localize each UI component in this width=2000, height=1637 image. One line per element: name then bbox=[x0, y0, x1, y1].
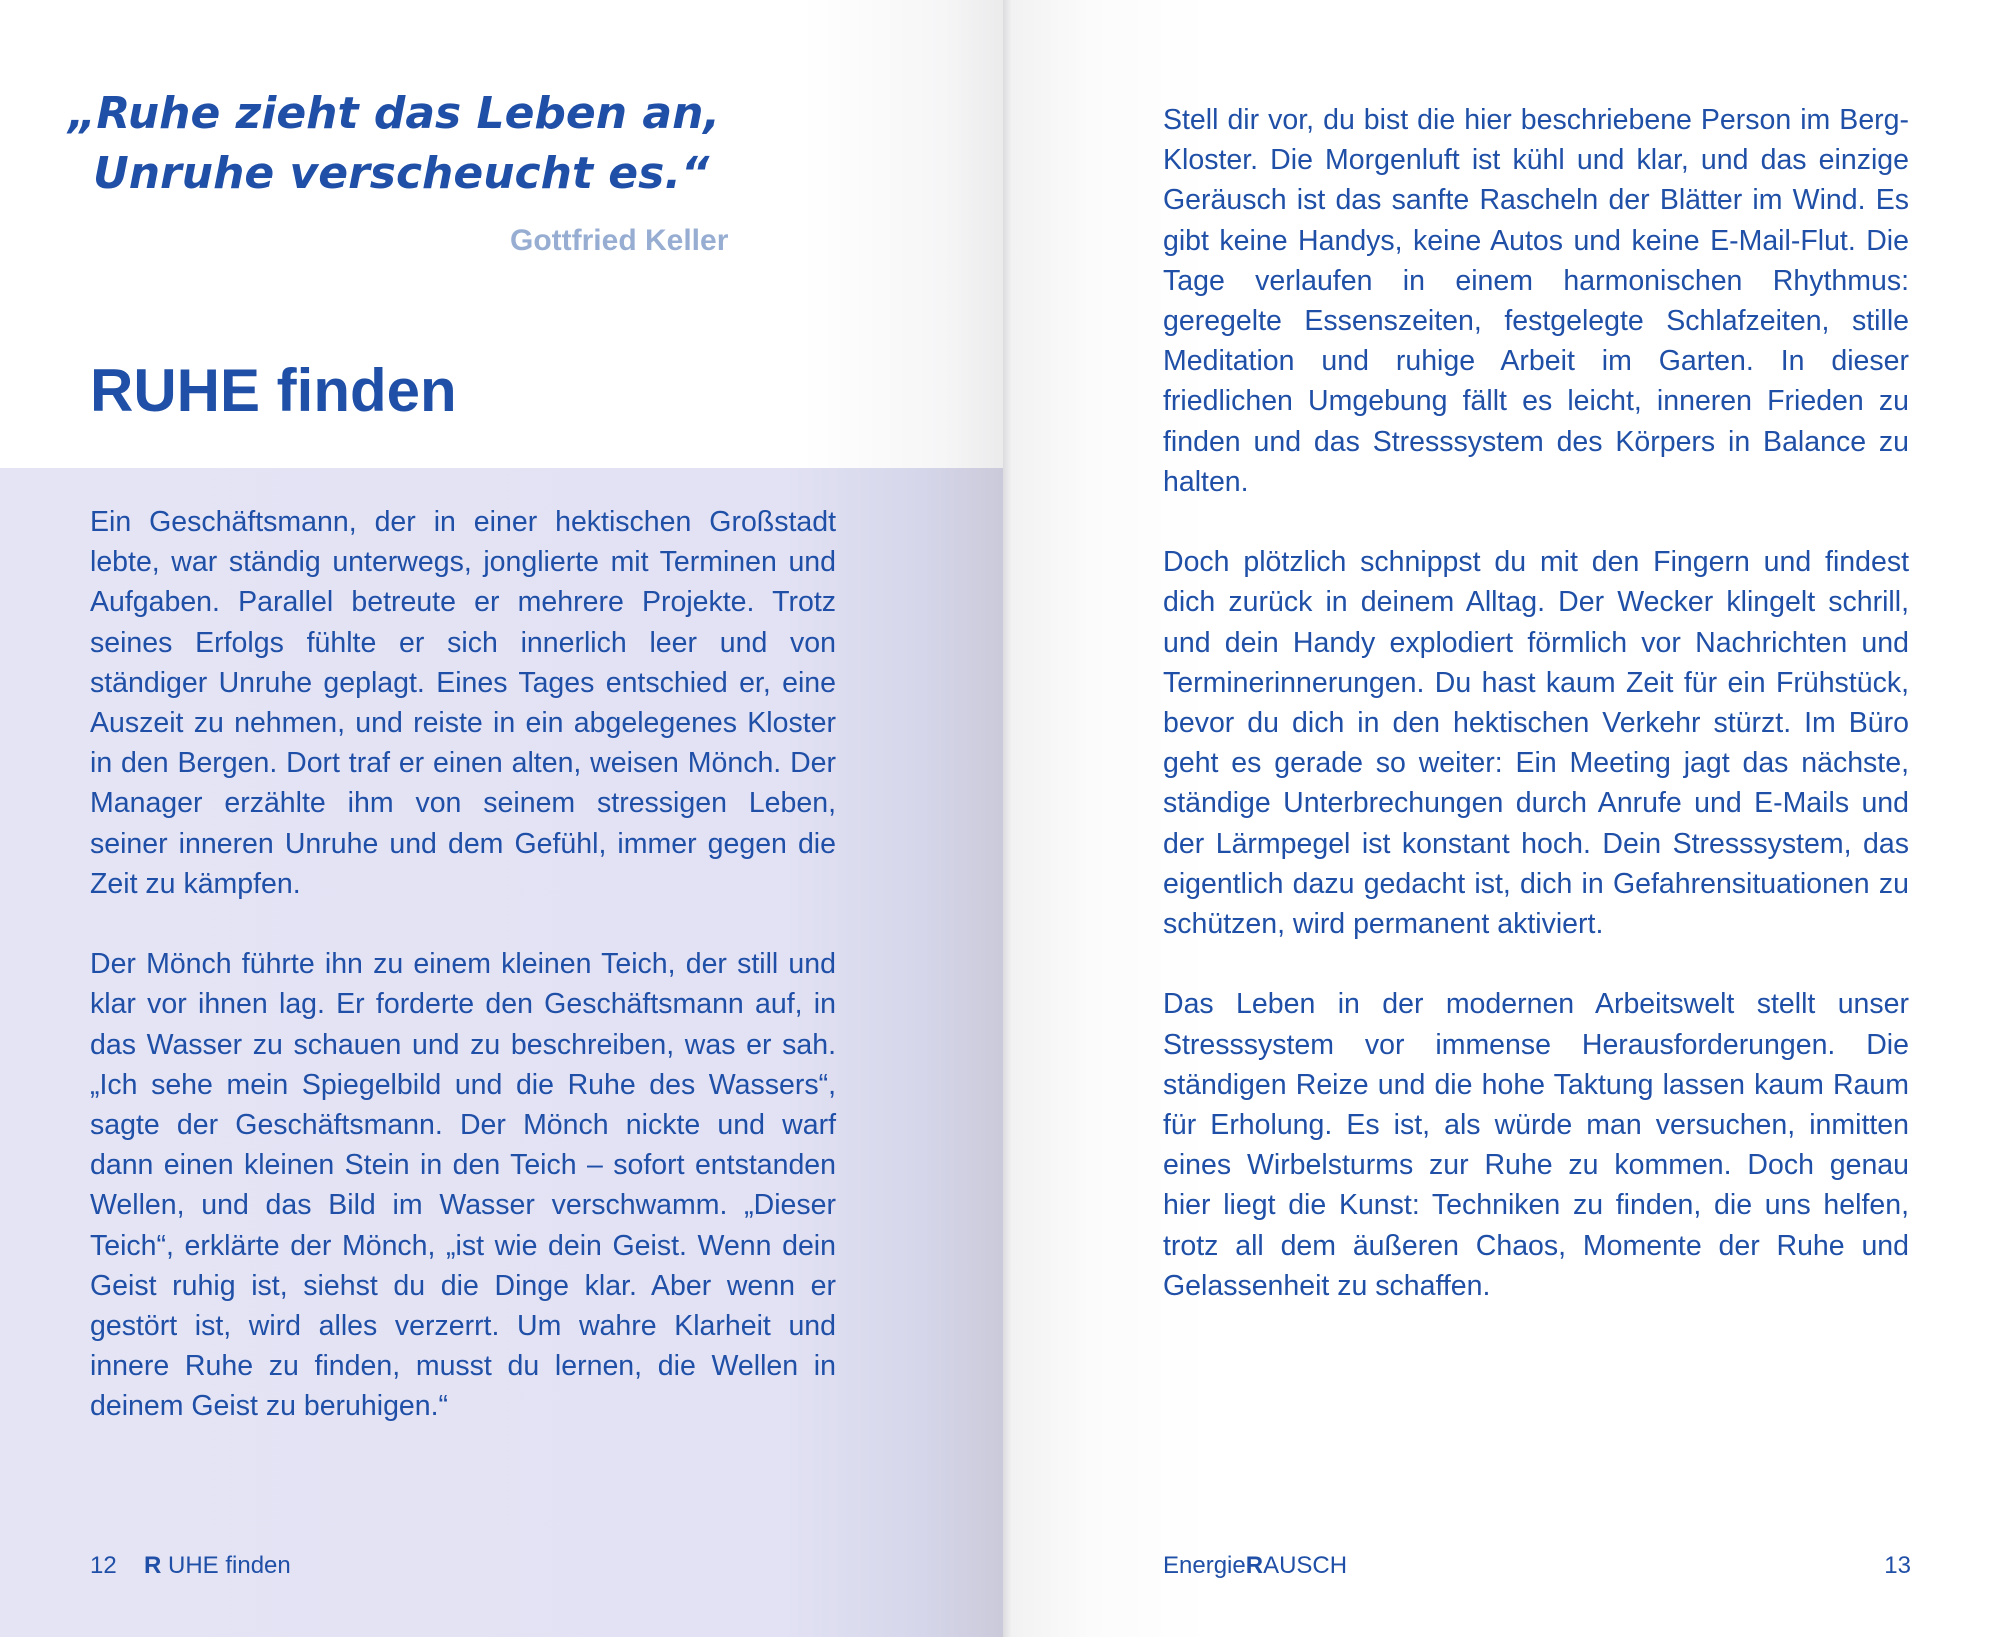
chapter-title: RUHE finden bbox=[90, 357, 457, 424]
body-paragraph-2: Doch plötzlich schnippst du mit den Fingern und findest dich zurück in deinem Alltag. Der Wecker klingelt schrill, und dein Handy explodiert förmlich vor Nachrichten und Terminerinnerungen. Du hast kaum Zeit für ein Frühstück, bevor du dich in den hektischen Verkehr stürzt. Im Büro geht es gerade so weiter: Ein Meeting jagt das nächste, ständige Unterbrechungen durch Anrufe und E-Mails und der Lärmpegel ist konstant hoch. Dein Stresssystem, das eigentlich dazu gedacht ist, dich in Gefahrensituationen zu schützen, wird permanent aktiviert. bbox=[1163, 546, 1909, 941]
book-title-rest: AUSCH bbox=[1263, 1552, 1348, 1579]
right-page-number: 13 bbox=[1884, 1552, 1911, 1579]
body-paragraph-3: Das Leben in der modernen Arbeitswelt stellt unser Stresssystem vor immense Herausforderungen. Die ständigen Reize und die hohe Taktung lassen kaum Raum für Erholung. Es ist, als würde man versuchen, inmitten eines Wirbelsturms zur Ruhe zu kommen. Doch genau hier liegt die Kunst: Techniken zu finden, die uns helfen, trotz all dem äußeren Chaos, Momente der Ruhe und Gelassenheit zu schaffen. bbox=[1163, 988, 1909, 1302]
book-gutter bbox=[1003, 0, 1011, 1637]
story-text bbox=[90, 502, 836, 1427]
story-paragraph-1: Ein Geschäftsmann, der in einer hektischen Großstadt lebte, war ständig unterwegs, jonglierte mit Terminen und Aufgaben. Parallel betreute er mehrere Projekte. Trotz seines Erfolgs fühlte er sich innerlich leer und von ständiger Unruhe geplagt. Eines Tages entschied er, eine Auszeit zu nehmen, und reiste in ein abgelegenes Kloster in den Bergen. Dort traf er einen alten, weisen Mönch. Der Manager erzählte ihm von seinem stressigen Leben, seiner inneren Unruhe und dem Gefühl, immer gegen die Zeit zu kämpfen. bbox=[90, 506, 836, 900]
running-head-text: UHE finden bbox=[168, 1552, 291, 1579]
book-title-initial: R bbox=[1245, 1552, 1264, 1579]
epigraph-line-2: Unruhe verscheucht es.“ bbox=[93, 148, 710, 199]
left-page-number: 12 bbox=[90, 1552, 117, 1579]
book-title-prefix: Energie bbox=[1163, 1552, 1246, 1579]
story-paragraph-2: Der Mönch führte ihn zu einem kleinen Teich, der still und klar vor ihnen lag. Er forderte den Geschäftsmann auf, in das Wasser zu schauen und zu beschreiben, was er sah. „Ich sehe mein Spiegelbild und die Ruhe des Wassers“, sagte der Geschäftsmann. Der Mönch nickte und warf dann einen kleinen Stein in den Teich – sofort entstanden Wellen, und das Bild im Wasser verschwamm. „Dieser Teich“, erklärte der Mönch, „ist wie dein Geist. Wenn dein Geist ruhig ist, siehst du die Dinge klar. Aber wenn er gestört ist, wird alles verzerrt. Um wahre Klarheit und innere Ruhe zu finden, musst du lernen, die Wellen in deinem Geist zu beruhigen.“ bbox=[90, 948, 836, 1423]
body-paragraph-1: Stell dir vor, du bist die hier beschriebene Person im Berg-Kloster. Die Morgenluft ist kühl und klar, und das einzige Geräusch ist das sanfte Rascheln der Blätter im Wind. Es gibt keine Handys, keine Autos und keine E-Mail-Flut. Die Tage verlaufen in einem harmonischen Rhythmus: geregelte Essenszeiten, festgelegte Schlafzeiten, stille Meditation und ruhige Arbeit im Garten. In dieser friedlichen Umgebung fällt es leicht, inneren Frieden zu finden und das Stresssystem des Körpers in Balance zu halten. bbox=[1163, 104, 1909, 498]
left-page-footer bbox=[90, 1550, 291, 1582]
right-page-running-head bbox=[1163, 1550, 1347, 1582]
epigraph-line-1: „Ruhe zieht das Leben an, bbox=[68, 88, 721, 139]
epigraph-author: Gottfried Keller bbox=[510, 224, 729, 257]
running-head-initial: R bbox=[144, 1552, 162, 1579]
body-text bbox=[1163, 100, 1909, 1306]
epigraph-quote bbox=[68, 84, 720, 204]
